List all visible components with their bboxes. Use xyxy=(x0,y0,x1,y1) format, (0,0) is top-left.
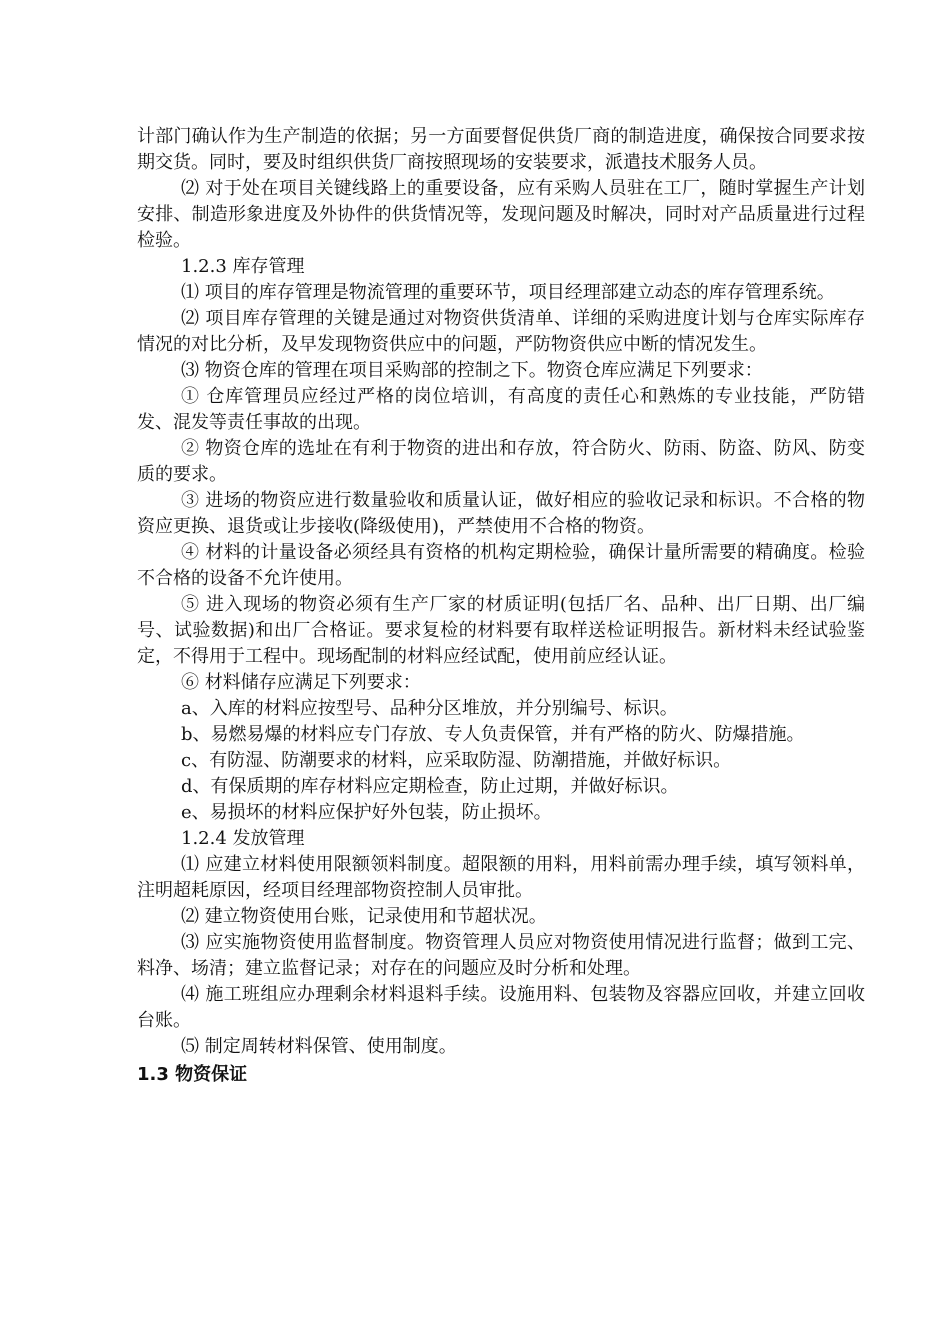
list-item: ⑥ 材料储存应满足下列要求： xyxy=(181,672,421,693)
list-item: a、入库的材料应按型号、品种分区堆放，并分别编号、标识。 xyxy=(181,698,678,719)
list-item: ④ 材料的计量设备必须经具有资格的机构定期检验，确保计量所需要的精确度。检验不合格的设备不允许使用。 xyxy=(137,542,865,589)
paragraph: ⑴ 应建立材料使用限额领料制度。超限额的用料，用料前需办理手续，填写领料单，注明超耗原因，经项目经理部物资控制人员审批。 xyxy=(137,854,865,901)
paragraph-continuation: 计部门确认作为生产制造的依据；另一方面要督促供货厂商的制造进度，确保按合同要求按期交货。同时，要及时组织供货厂商按照现场的安装要求，派遣技术服务人员。 xyxy=(137,126,865,173)
paragraph: ⑶ 应实施物资使用监督制度。物资管理人员应对物资使用情况进行监督；做到工完、料净、场清；建立监督记录；对存在的问题应及时分析和处理。 xyxy=(137,932,865,979)
paragraph: ⑶ 物资仓库的管理在项目采购部的控制之下。物资仓库应满足下列要求： xyxy=(181,360,763,381)
list-item: b、易燃易爆的材料应专门存放、专人负责保管，并有严格的防火、防爆措施。 xyxy=(181,724,805,745)
document-page xyxy=(137,124,865,1088)
list-item: ⑤ 进入现场的物资必须有生产厂家的材质证明(包括厂名、品种、出厂日期、出厂编号、试验数据)和出厂合格证。要求复检的材料要有取样送检证明报告。新材料未经试验鉴定，不得用于工程中。现场配制的材料应经试配，使用前应经认证。 xyxy=(137,594,865,667)
subsection-heading-issuance: 1.2.4 发放管理 xyxy=(181,828,305,849)
list-item: ① 仓库管理员应经过严格的岗位培训，有高度的责任心和熟炼的专业技能，严防错发、混发等责任事故的出现。 xyxy=(137,386,865,433)
paragraph: ⑵ 项目库存管理的关键是通过对物资供货清单、详细的采购进度计划与仓库实际库存情况的对比分析，及早发现物资供应中的问题，严防物资供应中断的情况发生。 xyxy=(137,308,865,355)
list-item: e、易损坏的材料应保护好外包装，防止损坏。 xyxy=(181,802,552,823)
subsection-heading-inventory: 1.2.3 库存管理 xyxy=(181,256,305,277)
paragraph: ⑴ 项目的库存管理是物流管理的重要环节，项目经理部建立动态的库存管理系统。 xyxy=(181,282,835,303)
section-heading: 1.3 物资保证 xyxy=(137,1064,248,1085)
list-item: d、有保质期的库存材料应定期检查，防止过期，并做好标识。 xyxy=(181,776,679,797)
paragraph: ⑵ 建立物资使用台账，记录使用和节超状况。 xyxy=(181,906,547,927)
paragraph: ⑵ 对于处在项目关键线路上的重要设备，应有采购人员驻在工厂，随时掌握生产计划安排、制造形象进度及外协件的供货情况等，发现问题及时解决，同时对产品质量进行过程检验。 xyxy=(137,178,865,251)
paragraph: ⑸ 制定周转材料保管、使用制度。 xyxy=(181,1036,457,1057)
paragraph: ⑷ 施工班组应办理剩余材料退料手续。设施用料、包装物及容器应回收，并建立回收台账。 xyxy=(137,984,865,1031)
list-item: ② 物资仓库的选址在有利于物资的进出和存放，符合防火、防雨、防盗、防风、防变质的要求。 xyxy=(137,438,865,485)
list-item: c、有防湿、防潮要求的材料，应采取防湿、防潮措施，并做好标识。 xyxy=(181,750,732,771)
list-item: ③ 进场的物资应进行数量验收和质量认证，做好相应的验收记录和标识。不合格的物资应更换、退货或让步接收(降级使用)，严禁使用不合格的物资。 xyxy=(137,490,865,537)
